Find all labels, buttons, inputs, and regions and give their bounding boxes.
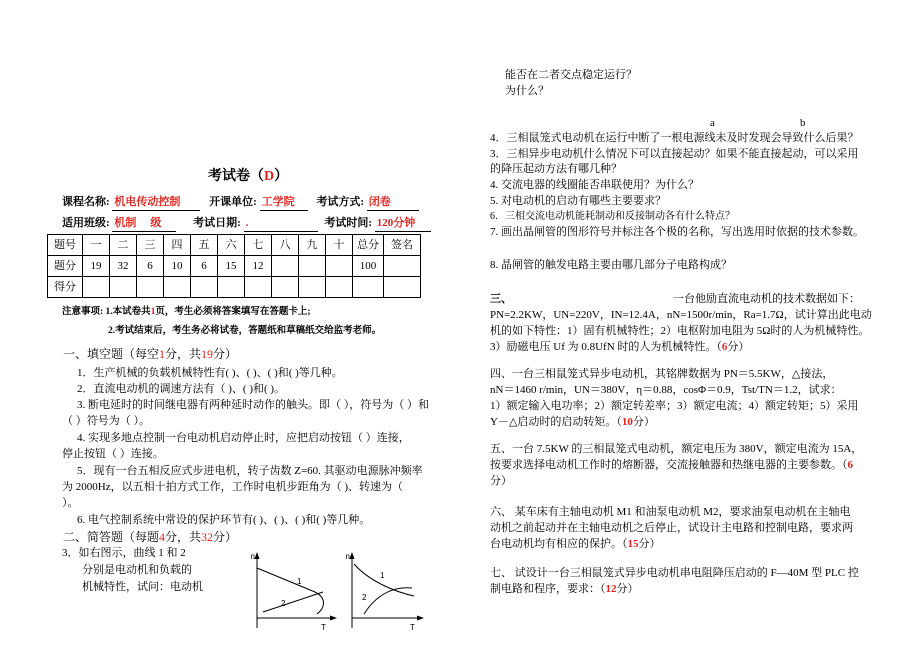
graph-a-n-arrow bbox=[255, 552, 260, 559]
class-info-row bbox=[62, 216, 431, 232]
graph-a bbox=[245, 548, 345, 634]
graph-b-n-label: n bbox=[345, 552, 350, 561]
graph-b-curve-1 bbox=[354, 564, 414, 596]
s1-q3-line1: 3. 断电延时的时间继电器有两种延时动作的触头。即（ ），符号为（ ）和 bbox=[77, 399, 429, 411]
class-label: 适用班级: bbox=[62, 217, 110, 229]
dept-label: 开课单位: bbox=[209, 196, 257, 208]
table-cell: 100 bbox=[353, 256, 384, 277]
score-input-cell[interactable] bbox=[110, 277, 137, 298]
table-cell: 总分 bbox=[353, 235, 384, 256]
score-input-cell[interactable] bbox=[191, 277, 218, 298]
s4-line2: nN＝1460 r/min，UN＝380V，η＝0.88，cosΦ＝0.9，Tst/TN＝1.2，试求： bbox=[490, 384, 842, 396]
table-cell: 签名 bbox=[384, 235, 421, 256]
s5-line2: 按要求选择电动机工作时的熔断器，交流接触器和热继电器的主要参数。（6 bbox=[490, 459, 853, 471]
s2-q4b: 4. 交流电器的线圈能否串联使用？为什么？ bbox=[490, 179, 699, 191]
s2-q5: 5. 对电动机的启动有哪些主要要求？ bbox=[490, 195, 666, 207]
s4-line4: Y－△启动时的启动转矩。（10分） bbox=[490, 416, 655, 428]
s1-q4-line1: 4. 实现多地点控制一台电动机启动停止时，应把启动按钮（ ）连接， bbox=[77, 432, 410, 444]
table-cell bbox=[384, 256, 421, 277]
class-value: 机制 级 bbox=[112, 216, 176, 232]
table-cell: 12 bbox=[245, 256, 272, 277]
graph-a-curve-2 bbox=[263, 592, 323, 612]
s2-q3b-line2: 的降压起动方法有哪几种？ bbox=[490, 163, 622, 175]
graph-a-curve1-label: 1 bbox=[297, 577, 302, 586]
s1-q5-line1: 5．现有一台五相反应式步进电机，转子齿数 Z=60. 其驱动电源脉冲频率 bbox=[77, 465, 423, 477]
s6-line1: 六、 某车床有主轴电动机 M1 和油泵电动机 M2，要求油泵电动机在主轴电 bbox=[490, 506, 851, 518]
s1-q3-line2: （ ）符号为（ ）。 bbox=[62, 415, 150, 427]
course-label: 课程名称: bbox=[62, 196, 110, 208]
score-input-cell[interactable] bbox=[83, 277, 110, 298]
course-value: 机电传动控制 bbox=[112, 195, 200, 211]
section1-heading: 一、填空题（每空1分，共19分） bbox=[63, 347, 238, 361]
table-cell: 八 bbox=[272, 235, 299, 256]
score-input-cell[interactable] bbox=[299, 277, 326, 298]
s4-line3: 1）额定输入电功率；2）额定转差率；3）额定电流；4）额定转矩；5）采用 bbox=[490, 400, 859, 412]
graph-b-caption: b bbox=[800, 117, 806, 129]
section2-heading: 二、简答题（每题4分，共32分） bbox=[63, 530, 238, 544]
score-input-cell[interactable] bbox=[137, 277, 164, 298]
graph-b-n-arrow bbox=[350, 552, 355, 559]
score-input-cell[interactable] bbox=[353, 277, 384, 298]
score-input-cell[interactable] bbox=[326, 277, 353, 298]
table-cell: 15 bbox=[218, 256, 245, 277]
s3-line3: 机的如下特性：1）固有机械特性；2）电枢附加电阻为 5Ω时的人为机械特性。 bbox=[490, 325, 870, 337]
mode-value: 闭卷 bbox=[367, 195, 419, 211]
table-cell: 七 bbox=[245, 235, 272, 256]
table-cell: 题分 bbox=[48, 256, 83, 277]
s2-q8: 8. 晶闸管的触发电路主要由哪几部分子电路构成？ bbox=[490, 259, 732, 271]
table-cell: 32 bbox=[110, 256, 137, 277]
score-input-cell[interactable] bbox=[384, 277, 421, 298]
s7-line2: 制电路和程序，要求：（12分） bbox=[490, 583, 639, 595]
table-cell bbox=[299, 256, 326, 277]
table-cell: 一 bbox=[83, 235, 110, 256]
s2-q4: 4．三相鼠笼式电动机在运行中断了一根电源线未及时发现会导致什么后果？ bbox=[490, 132, 859, 144]
date-value: . bbox=[244, 216, 318, 232]
table-cell: 得分 bbox=[48, 277, 83, 298]
mode-label: 考试方式: bbox=[316, 196, 365, 208]
s2-q3-line2: 分别是电动机和负载的 bbox=[82, 564, 192, 576]
table-cell: 10 bbox=[164, 256, 191, 277]
graph-b bbox=[340, 548, 440, 634]
time-label: 考试时间: bbox=[324, 217, 373, 229]
graph-b-t-label: T bbox=[410, 623, 415, 632]
score-input-cell[interactable] bbox=[272, 277, 299, 298]
s2-q7: 7. 画出晶闸管的图形符号并标注各个极的名称，写出选用时依据的技术参数。 bbox=[490, 226, 864, 238]
s1-q5-line2: 为 2000Hz，以五相十拍方式工作，工作时电机步距角为（ )、转速为（ bbox=[62, 481, 403, 493]
score-table bbox=[47, 234, 421, 298]
table-cell: 6 bbox=[191, 256, 218, 277]
s7-line1: 七、 试设计一台三相鼠笼式异步电动机串电阻降压启动的 F—40M 型 PLC 控 bbox=[490, 567, 859, 579]
note-line-1: 注意事项: 1.本试卷共1页，考生必须将答案填写在答题卡上; bbox=[62, 307, 311, 317]
table-cell bbox=[272, 256, 299, 277]
note-line-2: 2.考试结束后，考生务必将试卷，答题纸和草稿纸交给监考老师。 bbox=[108, 326, 382, 336]
time-value: 120分钟 bbox=[375, 216, 431, 232]
score-input-cell[interactable] bbox=[164, 277, 191, 298]
graph-b-curve-2 bbox=[364, 588, 412, 614]
s2-q3-cont-line1: 能否在二者交点稳定运行？ bbox=[505, 69, 637, 81]
table-cell: 六 bbox=[218, 235, 245, 256]
s4-line1: 四、一台三相鼠笼式异步电动机，其铭牌数据为 PN＝5.5KW，△接法， bbox=[490, 368, 834, 380]
table-cell: 三 bbox=[137, 235, 164, 256]
s3-line4: 3）励磁电压 Uf 为 0.8UfN 时的人为机械特性。（6分） bbox=[490, 341, 750, 353]
table-cell: 19 bbox=[83, 256, 110, 277]
table-cell bbox=[326, 256, 353, 277]
graph-a-curve2-label: 2 bbox=[281, 599, 286, 608]
score-input-cell[interactable] bbox=[218, 277, 245, 298]
table-cell: 十 bbox=[326, 235, 353, 256]
graph-b-curve1-label: 1 bbox=[380, 571, 385, 580]
s6-line3: 台电动机均有相应的保护。（15分） bbox=[490, 538, 661, 550]
score-header-row bbox=[48, 235, 421, 256]
graph-b-t-arrow bbox=[417, 616, 424, 621]
s1-q1: 1．生产机械的负载机械特性有( )、( )、( )和( )等几种。 bbox=[77, 367, 343, 379]
s2-q6: 6．三相交流电动机能耗制动和反接制动各有什么特点？ bbox=[490, 211, 735, 222]
date-label: 考试日期: bbox=[193, 217, 241, 229]
s2-q3b-line1: 3．三相异步电动机什么情况下可以直接起动？如果不能直接起动，可以采用 bbox=[490, 148, 859, 160]
s3-line2: PN=2.2KW，UN=220V，IN=12.4A，nN=1500r/min，Ra=1.7Ω，试计算出此电动 bbox=[490, 309, 872, 321]
graph-b-curve2-label: 2 bbox=[362, 593, 367, 602]
score-got-row bbox=[48, 277, 421, 298]
s3-label: 三、 bbox=[490, 293, 512, 305]
graph-a-t-arrow bbox=[330, 616, 337, 621]
exam-title: 考试卷（D） bbox=[208, 169, 289, 184]
table-cell: 四 bbox=[164, 235, 191, 256]
course-info-row bbox=[62, 195, 419, 211]
s1-q4-line2: 停止按钮（ ）连接。 bbox=[62, 448, 164, 460]
table-cell: 九 bbox=[299, 235, 326, 256]
table-cell: 6 bbox=[137, 256, 164, 277]
s2-q3-line3: 机械特性，试问：电动机 bbox=[82, 581, 203, 593]
score-points-row bbox=[48, 256, 421, 277]
graph-a-t-label: T bbox=[321, 623, 326, 632]
s2-q3-line1: 3．如右图示，曲线 1 和 2 bbox=[62, 547, 186, 559]
s5-line3: 分） bbox=[490, 475, 512, 487]
graph-a-n-label: n bbox=[250, 552, 255, 561]
s2-q3-cont-line2: 为什么？ bbox=[505, 85, 549, 97]
score-input-cell[interactable] bbox=[245, 277, 272, 298]
s3-line1: 一台他励直流电动机的技术数据如下： bbox=[673, 293, 860, 305]
graph-a-caption: a bbox=[710, 117, 715, 129]
table-cell: 二 bbox=[110, 235, 137, 256]
graph-a-curve-1 bbox=[257, 568, 324, 614]
s1-q5-line3: ）。 bbox=[62, 497, 79, 509]
s1-q2: 2．直流电动机的调速方法有（ )、( )和( )。 bbox=[77, 383, 286, 395]
table-cell: 题号 bbox=[48, 235, 83, 256]
s5-line1: 五、一台 7.5KW 的三相鼠笼式电动机，额定电压为 380V，额定电流为 15A， bbox=[490, 443, 863, 455]
dept-value: 工学院 bbox=[260, 195, 308, 211]
s1-q6: 6. 电气控制系统中常设的保护环节有( )、( )、( )和( )等几种。 bbox=[77, 514, 371, 526]
s6-line2: 动机之前起动并在主轴电动机之后停止，试设计主电路和控制电路，要求两 bbox=[490, 522, 853, 534]
table-cell: 五 bbox=[191, 235, 218, 256]
